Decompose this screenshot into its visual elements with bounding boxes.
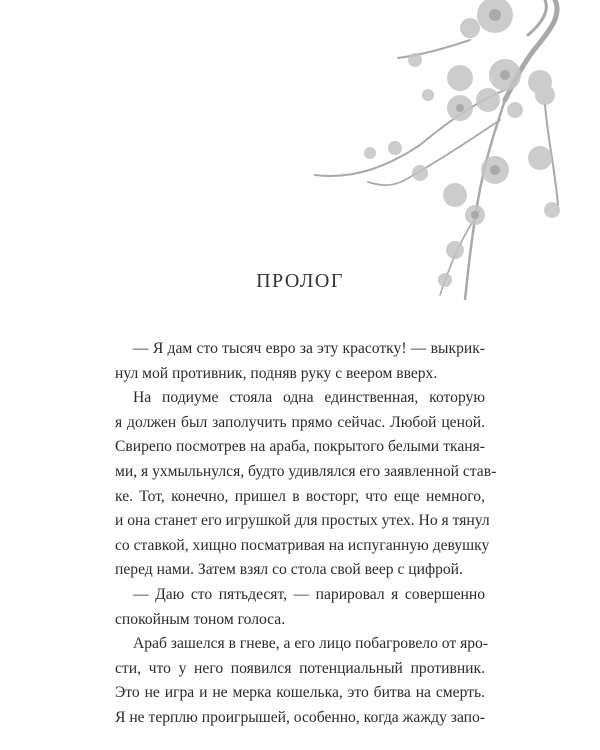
cherry-blossom-decoration xyxy=(300,0,600,300)
chapter-title: ПРОЛОГ xyxy=(256,270,344,292)
text-line: — Даю сто пятьдесят, — парировал я совершенно xyxy=(133,585,485,603)
text-line: нул мой противник, подняв руку с веером вверх. xyxy=(115,364,438,382)
text-line: и она станет его игрушкой для простых утех. Но я тянул xyxy=(115,512,490,530)
text-line: перед нами. Затем взял со стола свой веер с цифрой. xyxy=(115,561,463,579)
text-line: сти, что у него появился потенциальный противник. xyxy=(115,659,485,677)
text-line: Свирепо посмотрев на араба, покрытого белыми тканя- xyxy=(115,438,485,456)
text-line: — Я дам сто тысяч евро за эту красотку! — выкрик- xyxy=(133,340,485,357)
text-line: Араб зашелся в гневе, а его лицо побагровело от яро- xyxy=(133,635,489,653)
text-line: со ставкой, хищно посматривая на испуганную девушку xyxy=(115,536,490,554)
text-line: ке. Тот, конечно, пришел в восторг, что еще немного, xyxy=(115,487,485,505)
text-line: На подиуме стояла одна единственная, которую xyxy=(133,389,485,407)
text-line: Я не терплю проигрышей, особенно, когда жажду запо- xyxy=(115,708,485,726)
text-line: ми, я ухмыльнулся, будто удивлялся его заявленной став- xyxy=(115,462,497,480)
text-line: я должен был заполучить прямо сейчас. Любой ценой. xyxy=(115,413,485,431)
text-line: Это не игра и не мерка кошелька, это битва на смерть. xyxy=(115,684,485,702)
body-text xyxy=(115,337,497,731)
text-line: спокойным тоном голоса. xyxy=(115,610,286,628)
